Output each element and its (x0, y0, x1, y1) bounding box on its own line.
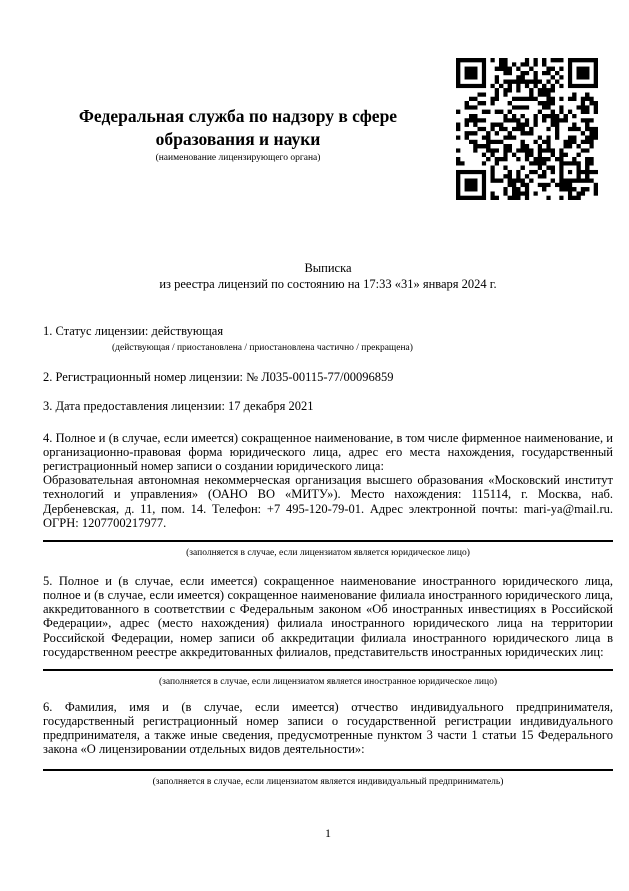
field-individual-entrepreneur-note: (заполняется в случае, если лицензиатом является индивидуальный предприниматель) (152, 777, 504, 788)
field-license-status (43, 324, 613, 354)
licensing-authority-block (43, 105, 433, 164)
field-individual-entrepreneur-label: 6. Фамилия, имя и (в случае, если имеется) отчество индивидуального предпринимателя, государственный регистрационный номер записи о государственной регистрации индивидуального предпринимателя, а также иные сведения, предусмотренные пунктом 3 части 1 статьи 15 Федерального закона «О лицензировании отдельных видов деятельности»: (43, 699, 613, 757)
authority-caption: (наименование лицензирующего органа) (155, 153, 321, 163)
field-license-status-note: (действующая / приостановлена / приостановлена частично / прекращена) (112, 343, 413, 354)
field-legal-entity-note: (заполняется в случае, если лицензиатом является юридическое лицо) (186, 547, 470, 558)
field-foreign-entity-label: 5. Полное и (в случае, если имеется) сокращенное наименование иностранного юридического лица, полное и (в случае, если имеется) сокращенное наименование филиала иностранного юридического лица, аккредитованного в соответствии с Федеральным законом «Об иностранных инвестициях в Российской Федерации», адрес (место нахождения) филиала иностранного юридического лица на территории Российской Федерации, номер записи об аккредитации филиала иностранного юридического лица в государственном реестре аккредитованных филиалов, представительств иностранных юридических лиц: (43, 573, 613, 659)
field-registration-number-label: 2. Регистрационный номер лицензии: № Л035-00115-77/00096859 (43, 370, 394, 385)
field-legal-entity-label: 4. Полное и (в случае, если имеется) сокращенное наименование, в том числе фирменное наименование, и организационно-правовая форма юридического лица, адрес его места нахождения, государственный регистрационный номер записи о создании юридического лица: (43, 430, 613, 474)
extract-heading (43, 260, 613, 292)
extract-title: Выписка (304, 261, 352, 275)
page-number: 1 (325, 826, 331, 841)
field-legal-entity-value: Образовательная автономная некоммерческая организация высшего образования «Московский институт технологий и управления» (ОАНО ВО «МИТУ»). Место нахождения: 115114, г. Москва, наб. Дербеневская, д. 11, пом. 14. Телефон: +7 495-120-79-01. Адрес электронной почты: mari-ya@mail.ru. ОГРН: 1207700217977. (43, 473, 613, 530)
separator-line (43, 769, 613, 771)
separator-line (43, 540, 613, 542)
field-foreign-entity-note: (заполняется в случае, если лицензиатом является иностранное юридическое лицо) (159, 676, 497, 687)
field-individual-entrepreneur (43, 700, 613, 789)
authority-name-line1: Федеральная служба по надзору в сфере (78, 106, 398, 126)
field-license-date-label: 3. Дата предоставления лицензии: 17 декабря 2021 (43, 399, 314, 414)
qr-code-icon (456, 58, 598, 200)
field-legal-entity (43, 431, 613, 559)
field-registration-number (43, 370, 613, 384)
field-license-status-label: 1. Статус лицензии: действующая (43, 324, 224, 338)
extract-subtitle: из реестра лицензий по состоянию на 17:33 «31» января 2024 г. (159, 277, 497, 291)
authority-name (43, 105, 433, 151)
field-license-date (43, 399, 613, 413)
authority-name-line2: образования и науки (155, 129, 321, 149)
separator-line (43, 669, 613, 671)
field-foreign-entity (43, 574, 613, 688)
